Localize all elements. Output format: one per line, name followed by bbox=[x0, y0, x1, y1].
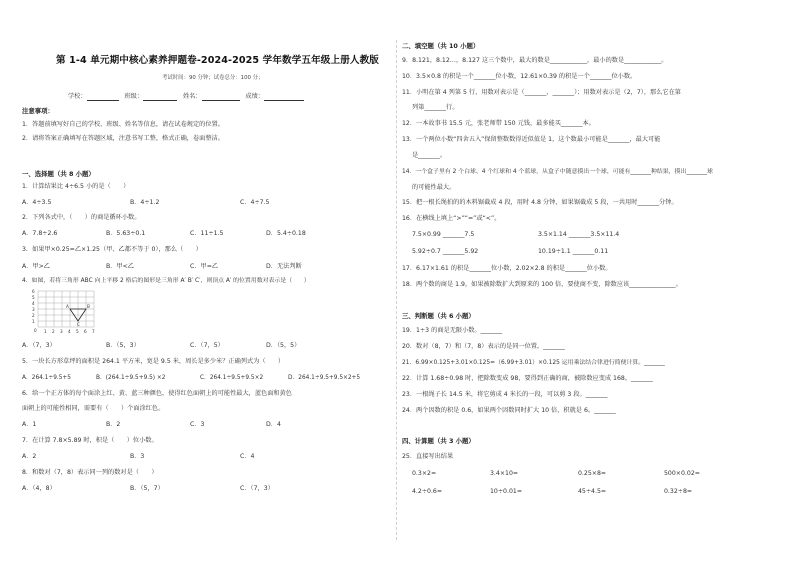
q6-option-b[interactable]: B．2 bbox=[106, 421, 121, 428]
axis-y-6: 6 bbox=[32, 289, 35, 294]
q9-line: 9．8.121，8.12…，8.127 这三个数中，最大的数是____________，最小的数是____________。 bbox=[402, 57, 668, 64]
column-divider bbox=[396, 40, 397, 540]
calc-item: 3.4×10= bbox=[490, 470, 519, 477]
q19-line: 19．1÷3 的商是无限小数。_______ bbox=[402, 327, 503, 334]
section-judge-heading: 三、判断题（共 6 小题） bbox=[402, 312, 475, 320]
q2-stem: 2．下列各式中，（ ）的商是循环小数。 bbox=[22, 214, 141, 221]
q7-option-c[interactable]: C．4 bbox=[240, 453, 255, 460]
q13-line: 13．一个两位小数“四舍五入”保留整数数得近似值是 1，这个数最小可能是_______，最大可能 bbox=[402, 136, 661, 143]
school-blank[interactable] bbox=[87, 94, 119, 101]
q24-line: 24．两个因数的积是 0.6，如果两个因数同时扩大 10 倍，积就是 6。_______ bbox=[402, 407, 616, 414]
calc-item: 4.2÷0.6= bbox=[412, 488, 443, 495]
axis-origin: 0 bbox=[34, 328, 37, 333]
q1-stem: 1．计算结果比 4÷6.5 小的是（ ） bbox=[22, 183, 130, 190]
q20-line: 20．数对（8，7）和（7，8）表示的是同一位置。_______ bbox=[402, 343, 565, 350]
class-blank[interactable] bbox=[143, 94, 177, 101]
q8-option-c[interactable]: C．（7，3） bbox=[240, 485, 274, 492]
section-choice-heading: 一、选择题（共 8 小题） bbox=[22, 170, 95, 178]
calc-item: 0.3×2= bbox=[412, 470, 437, 477]
q14-line: 14．一个盒子里有 2 个白球、4 个红球和 4 个蓝球，从盒子中随意摸出一个球，可能有_______种结果，摸出_______球 bbox=[402, 169, 713, 175]
section-fill-heading: 二、填空题（共 10 小题） bbox=[402, 42, 480, 50]
q12-line: 12．一本故事书 15.5 元，张老师带 150 元钱，最多能买_______本。 bbox=[402, 120, 595, 127]
q7-stem: 7．在计算 7.8×5.89 时，积是（ ）位小数。 bbox=[22, 437, 158, 444]
notice-1: 1．答题前填写好自己的学校、班级、姓名等信息，请在试卷规定的位置。 bbox=[22, 121, 224, 128]
q7-option-a[interactable]: A．2 bbox=[22, 453, 37, 460]
q4-option-b[interactable]: B．（5，3） bbox=[106, 342, 140, 349]
q11-line-continued: 列第_______行。 bbox=[412, 104, 459, 111]
coordinate-grid-figure bbox=[28, 287, 106, 337]
q16-compare-3: 5.92÷0.7 _______5.92 bbox=[412, 248, 479, 255]
q23-line: 23．一根绳子长 14.5 米，将它剪成 4 米长的一段，可以剪 3 段。_______ bbox=[402, 391, 608, 398]
calc-item: 45÷4.5= bbox=[578, 488, 607, 495]
name-blank[interactable] bbox=[202, 94, 240, 101]
q6-option-d[interactable]: D．4 bbox=[266, 421, 281, 428]
q5-option-d[interactable]: D．264.1÷9.5+9.5×2+5 bbox=[288, 375, 361, 381]
q4-option-a[interactable]: A．（7，3） bbox=[22, 342, 56, 349]
score-label: 成绩： bbox=[245, 93, 264, 100]
axis-y-2: 2 bbox=[32, 313, 35, 318]
q8-stem: 8．和数对（7，8）表示同一列的数对是（ ） bbox=[22, 469, 158, 476]
q5-option-b[interactable]: B．(264.1÷9.5+9.5) ×2 bbox=[96, 375, 166, 381]
axis-y-4: 4 bbox=[32, 301, 35, 306]
q7-option-b[interactable]: B．3 bbox=[130, 453, 145, 460]
vertex-label-b: B bbox=[87, 304, 90, 309]
q2-option-d[interactable]: D．5.4÷0.18 bbox=[266, 230, 306, 237]
axis-x-7: 7 bbox=[92, 329, 95, 334]
q2-option-b[interactable]: B．5.63÷0.1 bbox=[106, 230, 146, 237]
q5-option-a[interactable]: A．264.1÷9.5+5 bbox=[22, 375, 71, 381]
calc-item: 0.25×8= bbox=[578, 470, 607, 477]
calc-item: 500×0.02= bbox=[664, 470, 700, 477]
q16-compare-2: 3.5×1.14 _______3.5×11.4 bbox=[538, 231, 620, 238]
notice-heading: 注意事项： bbox=[22, 107, 54, 115]
q6-option-a[interactable]: A．1 bbox=[22, 421, 37, 428]
q10-line: 10．3.5×0.8 的积是一个_______位小数，12.61×0.39 的积是一个_______位小数。 bbox=[402, 73, 637, 80]
q15-line: 15．把一根长绳拍的的木料锯截成 4 段，用时 4.8 分钟，如果锯截成 5 段，一共用时_______分钟。 bbox=[402, 199, 678, 206]
notice-2: 2．请将答案正确填写在答题区域，注意书写工整，格式正确，卷面整洁。 bbox=[22, 135, 224, 142]
q6-stem-continued: 面朝上的可能性相同，需要有（ ）个面涂红色。 bbox=[22, 405, 165, 412]
q1-option-b[interactable]: B．4÷1.2 bbox=[130, 199, 160, 206]
axis-x-1: 1 bbox=[44, 329, 47, 334]
school-label: 学校： bbox=[68, 93, 87, 100]
q8-option-b[interactable]: B．（5，7） bbox=[130, 485, 164, 492]
section-calc-heading: 四、计算题（共 3 小题） bbox=[402, 437, 475, 445]
q8-option-a[interactable]: A．（4，8） bbox=[22, 485, 56, 492]
q2-option-c[interactable]: C．11÷1.5 bbox=[190, 230, 224, 237]
q6-stem: 6．给一个正方体的每个面涂上红、黄、蓝三种颜色，使得红色面朝上的可能性最大，蓝色面和黄色 bbox=[22, 390, 292, 397]
vertex-label-c: C bbox=[77, 322, 80, 327]
vertex-label-a: A bbox=[66, 304, 69, 309]
axis-y-3: 3 bbox=[32, 307, 35, 312]
axis-x-5: 5 bbox=[76, 329, 79, 334]
q11-line: 11．小明在第 4 列第 5 行，用数对表示是（_______，_______）；用数对表示是（2，7），那么它在第 bbox=[402, 89, 681, 96]
axis-x-4: 4 bbox=[68, 329, 71, 334]
q16-compare-4: 10.19÷1.1 _______0.11 bbox=[538, 248, 609, 255]
q3-stem: 3．如果甲×0.25=乙×1.25（甲、乙都不等于 0），那么（ ） bbox=[22, 246, 202, 253]
axis-y-5: 5 bbox=[32, 295, 35, 300]
q3-option-d[interactable]: D．无法判断 bbox=[266, 263, 302, 270]
exam-info: 考试时间：90 分钟；试卷总分：100 分； bbox=[162, 75, 264, 81]
axis-x-2: 2 bbox=[52, 329, 55, 334]
calc-item: 0.32÷8= bbox=[664, 488, 693, 495]
q4-stem: 4．如图，若将三角形 ABC 向上平移 2 格后的图形是三角形 A′ B′ C′，则顶点 A′ 的位置用数对表示是（ ） bbox=[22, 278, 310, 284]
q25-intro: 25．直接写出结果 bbox=[402, 453, 454, 460]
q6-option-c[interactable]: C．3 bbox=[190, 421, 205, 428]
q16-line: 16．在横线上填上“>”“=”或“<”。 bbox=[402, 215, 501, 222]
q3-option-a[interactable]: A．甲>乙 bbox=[22, 263, 50, 270]
q4-option-c[interactable]: C．（7，5） bbox=[190, 342, 224, 349]
q18-line: 18．两个数的商是 1.9，如果被除数扩大到原来的 100 倍，要使商不变，除数应该_______________。 bbox=[402, 281, 682, 288]
q22-line: 22．计算 1.68÷0.98 时，把除数变成 98，要得到正确的商，被除数应变成 168。_______ bbox=[402, 375, 653, 382]
q17-line: 17．6.17×1.61 的积是_______位小数，2.02×2.8 的积是_______位小数。 bbox=[402, 265, 612, 272]
calc-item: 10÷0.01= bbox=[490, 488, 523, 495]
q5-option-c[interactable]: C．264.1÷9.5+9.5×2 bbox=[200, 375, 264, 381]
q4-option-d[interactable]: D．（5，5） bbox=[266, 342, 301, 349]
q2-option-a[interactable]: A．7.8÷2.6 bbox=[22, 230, 58, 237]
q13-line-continued: 是_______。 bbox=[412, 152, 447, 159]
q1-option-a[interactable]: A．4÷3.5 bbox=[22, 199, 52, 206]
q3-option-b[interactable]: B．甲<乙 bbox=[106, 263, 134, 270]
q21-line: 21．6.99×0.125+3.01×0.125=（6.99+3.01）×0.125 运用乘法结合律进行简便计算。_______ bbox=[402, 360, 665, 366]
class-label: 班级： bbox=[124, 93, 144, 100]
page-title: 第 1-4 单元期中核心素养押题卷-2024-2025 学年数学五年级上册人教版 bbox=[56, 55, 379, 66]
q3-option-c[interactable]: C．甲=乙 bbox=[190, 263, 219, 270]
q1-option-c[interactable]: C．4÷7.5 bbox=[240, 199, 270, 206]
axis-x-6: 6 bbox=[84, 329, 87, 334]
q14-line-continued: 的可能性最大。 bbox=[412, 184, 456, 191]
score-blank[interactable] bbox=[264, 94, 304, 101]
name-label: 姓名： bbox=[182, 93, 202, 100]
q16-compare-1: 7.5×0.99 _______7.5 bbox=[412, 231, 475, 238]
student-info-row bbox=[68, 93, 304, 101]
axis-y-1: 1 bbox=[32, 319, 35, 324]
axis-x-3: 3 bbox=[60, 329, 63, 334]
q5-stem: 5．一块长方形草坪的面积是 264.1 平方米，宽是 9.5 米，周长是多少米？正确列式为（ ） bbox=[22, 358, 285, 365]
